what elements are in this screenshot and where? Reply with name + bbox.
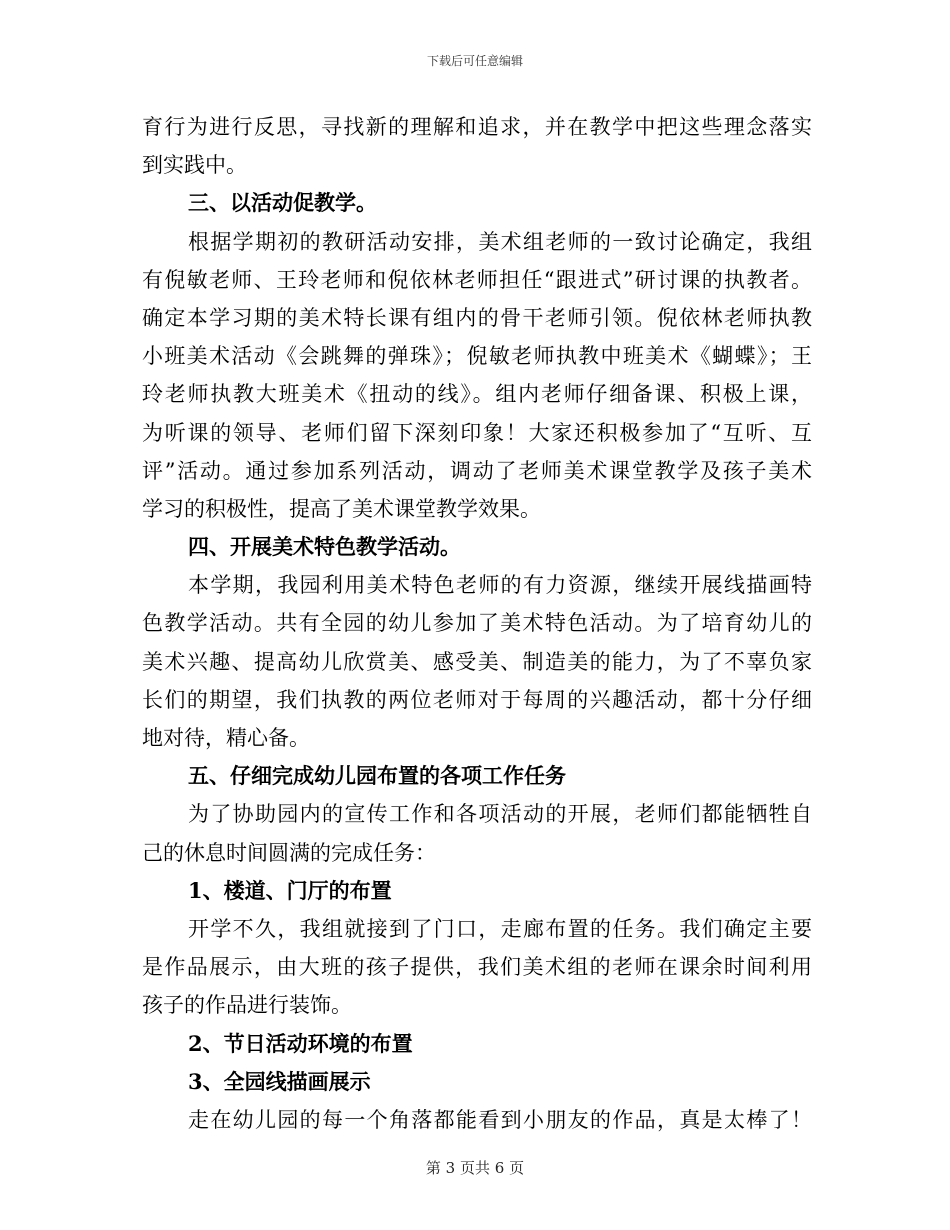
paragraph-line: 走在幼儿园的每一个角落都能看到小朋友的作品，真是太棒了！: [188, 1107, 812, 1132]
paragraph-line: 根据学期初的教研活动安排，美术组老师的一致讨论确定，我组: [188, 229, 812, 254]
section-heading: 五、仔细完成幼儿园布置的各项工作任务: [188, 763, 566, 789]
paragraph-line: 评”活动。通过参加系列活动，调动了老师美术课堂教学及孩子美术: [142, 458, 812, 483]
document-body: [142, 108, 812, 1139]
paragraph-line: 长们的期望，我们执教的两位老师对于每周的兴趣活动，都十分仔细: [142, 687, 812, 712]
section-heading: 3、全园线描画展示: [188, 1068, 371, 1094]
paragraph-line: 为了协助园内的宣传工作和各项活动的开展，老师们都能牺牲自: [188, 802, 812, 827]
paragraph-line: 为听课的领导、老师们留下深刻印象！大家还积极参加了“互听、互: [142, 420, 812, 445]
paragraph-line: 色教学活动。共有全园的幼儿参加了美术特色活动。为了培育幼儿的: [142, 611, 812, 636]
paragraph-line: 确定本学习期的美术特长课有组内的骨干老师引领。倪依林老师执教: [142, 305, 812, 330]
section-heading: 2、节日活动环境的布置: [188, 1030, 413, 1056]
paragraph-line: 育行为进行反思，寻找新的理解和追求，并在教学中把这些理念落实: [142, 115, 812, 139]
page-footer-number: 第 3 页共 6 页: [425, 1159, 525, 1177]
section-heading: 四、开展美术特色教学活动。: [188, 534, 461, 560]
paragraph-line: 开学不久，我组就接到了门口，走廊布置的任务。我们确定主要: [188, 916, 812, 941]
paragraph-line: 到实践中。: [142, 153, 247, 178]
paragraph-line: 己的休息时间圆满的完成任务：: [142, 840, 436, 865]
section-heading: 1、楼道、门厅的布置: [188, 877, 392, 903]
paragraph-line: 本学期，我园利用美术特色老师的有力资源，继续开展线描画特: [188, 573, 812, 598]
paragraph-line: 玲老师执教大班美术《扭动的线》。组内老师仔细备课、积极上课，: [142, 382, 812, 407]
paragraph-line: 地对待，精心备。: [142, 726, 310, 750]
paragraph-line: 孩子的作品进行装饰。: [142, 993, 352, 1018]
paragraph-line: 有倪敏老师、王玲老师和倪依林老师担任“跟进式”研讨课的执教者。: [142, 267, 812, 292]
section-heading: 三、以活动促教学。: [188, 190, 377, 216]
paragraph-line: 学习的积极性，提高了美术课堂教学效果。: [142, 496, 541, 521]
paragraph-line: 是作品展示，由大班的孩子提供，我们美术组的老师在课余时间利用: [142, 955, 812, 980]
paragraph-line: 小班美术活动《会跳舞的弹珠》；倪敏老师执教中班美术《蝴蝶》；王: [142, 344, 812, 369]
paragraph-line: 美术兴趣、提高幼儿欣赏美、感受美、制造美的能力，为了不辜负家: [142, 649, 812, 674]
page-header-note: 下载后可任意编辑: [426, 54, 523, 68]
